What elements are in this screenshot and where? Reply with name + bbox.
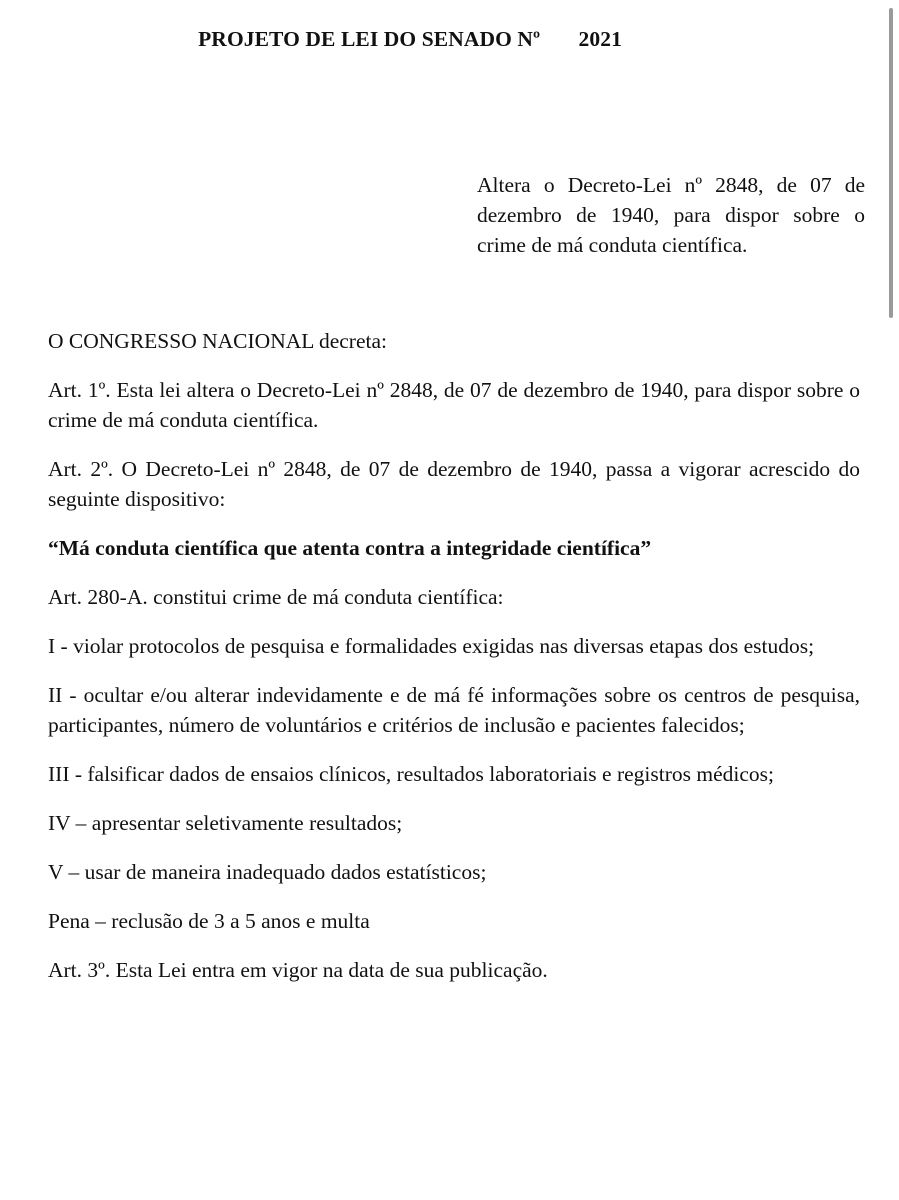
- section-heading: “Má conduta científica que atenta contra a integridade científica”: [48, 536, 652, 560]
- bill-body: [48, 326, 860, 1004]
- item-v: V – usar de maneira inadequado dados estatísticos;: [48, 860, 487, 884]
- article-3: Art. 3º. Esta Lei entra em vigor na data de sua publicação.: [48, 958, 548, 982]
- item-iv: IV – apresentar seletivamente resultados;: [48, 811, 403, 835]
- enacting-clause: O CONGRESSO NACIONAL decreta:: [48, 329, 387, 353]
- scrollbar-thumb[interactable]: [889, 8, 893, 318]
- bill-title: PROJETO DE LEI DO SENADO Nº 2021: [198, 27, 622, 51]
- item-ii: II - ocultar e/ou alterar indevidamente e de má fé informações sobre os centros de pesquisa, participantes, número de voluntários e critérios de inclusão e pacientes falecidos;: [48, 683, 860, 737]
- bill-summary: Altera o Decreto-Lei nº 2848, de 07 de dezembro de 1940, para dispor sobre o crime de má conduta científica.: [477, 173, 865, 257]
- vertical-scrollbar[interactable]: [885, 0, 899, 1200]
- article-280a: Art. 280-A. constitui crime de má conduta científica:: [48, 585, 504, 609]
- penalty: Pena – reclusão de 3 a 5 anos e multa: [48, 909, 370, 933]
- article-2: Art. 2º. O Decreto-Lei nº 2848, de 07 de dezembro de 1940, passa a vigorar acrescido do seguinte dispositivo:: [48, 457, 860, 511]
- article-1: Art. 1º. Esta lei altera o Decreto-Lei nº 2848, de 07 de dezembro de 1940, para dispor sobre o crime de má conduta científica.: [48, 378, 860, 432]
- item-iii: III - falsificar dados de ensaios clínicos, resultados laboratoriais e registros médicos;: [48, 762, 774, 786]
- item-i: I - violar protocolos de pesquisa e formalidades exigidas nas diversas etapas dos estudos;: [48, 634, 815, 658]
